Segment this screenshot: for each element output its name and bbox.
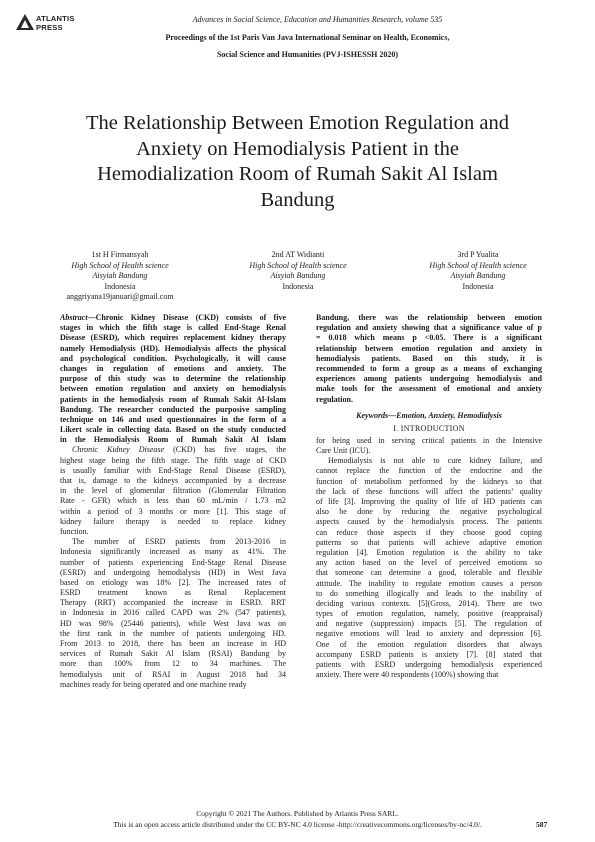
text-line: Disease (ESRD), which requires replacement kidney therapy xyxy=(60,333,286,343)
text-line: stages in which the fifth stage is called End-Stage Renal xyxy=(60,323,286,333)
text-line: and negative (suppression) impacts [5]. The regulation of xyxy=(316,619,542,629)
text-line: number of patients experiencing End-Stage Renal Disease xyxy=(60,557,286,567)
text-line: patterns so that patients will achieve adaptive emotion xyxy=(316,537,542,547)
text-line: aspects caused by the hemodialysis process. The patients xyxy=(316,517,542,527)
text-line: Bandung. The researcher conducted the purposive sampling xyxy=(60,404,286,414)
text-line: (ESRD) and undergoing hemodialysis (HD) in West Java xyxy=(60,567,286,577)
text-line: relationship between emotion regulation and anxiety in xyxy=(316,343,542,353)
author-institution: Aisyiah Bandung xyxy=(450,271,506,281)
body-text xyxy=(60,445,286,690)
author-institution: Aisyiah Bandung xyxy=(92,271,148,281)
text-line: From 2013 to 2018, there has been an increase in HD xyxy=(60,639,286,648)
text-line: regulation and anxiety showing that a significance value of p xyxy=(316,323,542,333)
logo-text: ATLANTIS PRESS xyxy=(36,14,75,32)
text-line: that someone can determine a good, tolerable and flexible xyxy=(316,568,542,578)
text-line: hemodialysis patients. Based on this study, it is xyxy=(316,353,542,363)
title-line: Hemodialization Room of Rumah Sakit Al Islam xyxy=(97,163,498,185)
body-text xyxy=(316,436,542,681)
journal-header: Advances in Social Science, Education and Humanities Research, volume 535 xyxy=(192,15,443,24)
text-line: recommended to form a group as a means of exchanging xyxy=(316,363,542,373)
text-line: Likert scale in collecting data. Based on the study conducted xyxy=(60,425,286,435)
text-line: ESRD treatment known as Renal Replacement xyxy=(60,588,286,598)
text-line: cannot replace the function of the endocrine and the xyxy=(316,466,542,476)
footer-license[interactable]: This is an open access article distributed under the CC BY-NC 4.0 license -http://creativecommons.org/licenses/by-nc/4.0/. xyxy=(113,820,482,829)
text-line: machines ready for being operated and one machine ready xyxy=(60,679,247,689)
text-line: kidney failure therapy is needed to replace kidney xyxy=(60,516,286,526)
text-line: Hemodialysis is not able to cure kidney failure, and xyxy=(328,456,542,466)
text-line: Indonesia significantly increased as many as 41%. The xyxy=(60,547,286,557)
text-line: types of emotion regulation, namely, positive (reappraisal) xyxy=(316,609,542,619)
text-line: of life [3]. Improving the quality of life of HD patients can xyxy=(316,497,542,506)
title-line: The Relationship Between Emotion Regulation and xyxy=(85,112,509,134)
text-line: for being used in serving critical patients in the Intensive xyxy=(316,435,542,445)
text-line: is usually familiar with End-Stage Renal Disease (ESRD), xyxy=(60,465,286,475)
text-line: can reduce those aspects if they choose good coping xyxy=(316,527,542,537)
text-line: The number of ESRD patients from 2013-2016 in xyxy=(72,537,286,547)
text-line: between emotion regulation and anxiety on hemodialysis xyxy=(60,384,286,394)
left-column xyxy=(60,313,286,690)
author-block xyxy=(218,250,378,292)
text-line: = 0.018 which means p <0.05. There is a significant xyxy=(316,333,542,343)
text-line: within a period of 3 months or more [1]. This stage of xyxy=(60,506,286,516)
text-line: accompany ESRD patients is anxiety [7]. [8] stated that xyxy=(316,649,542,659)
proceedings-title-line2: Social Science and Humanities (PVJ-ISHESSH 2020) xyxy=(216,50,399,59)
text-line: regulation [4]. Emotion regulation is the ability to take xyxy=(316,547,542,557)
text-line: deciding various contexts. [5](Gross, 2014). There are two xyxy=(316,598,542,608)
text-line: patients with ESRD undergoing hemodialysis experienced xyxy=(316,660,542,669)
text-line: attitude. The inability to regulate emotion causes a person xyxy=(316,578,542,588)
text-line: purpose of this study was to determine the relationship xyxy=(60,374,286,384)
text-line: function. xyxy=(60,526,89,536)
text-line: technique on 146 and used questionnaires in the form of a xyxy=(60,414,286,424)
author-country: Indonesia xyxy=(282,281,314,291)
author-email[interactable]: anggriyana19januari@gmail.com xyxy=(66,292,174,302)
text-line: Chronic Kidney Disease (CKD) has five stages, the xyxy=(72,445,286,455)
text-line: hemodialysis unit of RSAI in August 2018 had 34 xyxy=(60,669,286,679)
text-line: the first rank in the number of patients undergoing HD. xyxy=(60,628,286,638)
text-line: and psychological condition. Psychologically, it will cause xyxy=(60,353,286,363)
title-line: Anxiety on Hemodialysis Patient in the xyxy=(136,137,459,160)
author-block xyxy=(398,250,558,292)
title-line: Bandung xyxy=(260,188,335,211)
author-affiliation: High School of Health science xyxy=(71,260,169,270)
text-line: negative emotions will lead to anxiety and depression [6]. xyxy=(316,629,542,639)
text-line: function of metabolism performed by the kidneys so that xyxy=(316,476,542,486)
author-country: Indonesia xyxy=(462,281,494,291)
abstract xyxy=(60,313,286,445)
text-line: that is, damage to the kidneys accompanied by a decrease xyxy=(60,476,286,485)
text-line: the lack of these functions will affect the patients’ quality xyxy=(316,486,542,496)
text-line: experiences among patients undergoing hemodialysis and xyxy=(316,374,542,384)
page-number: 587 xyxy=(536,820,548,829)
text-line: changes in regulation of emotions and anxiety. The xyxy=(60,363,286,373)
text-line: to do something illogically and leads to the inability of xyxy=(316,588,542,598)
right-column xyxy=(316,313,542,680)
text-line: anxiety. There were 40 respondents (100%) showing that xyxy=(316,670,499,680)
abstract-continued xyxy=(316,313,542,405)
section-heading: I. INTRODUCTION xyxy=(393,423,465,433)
text-line: namely Hemodialysis (HD). Hemodialysis affects the physical xyxy=(60,343,286,353)
text-line: make tools for the assessment of emotional and anxiety xyxy=(316,384,542,394)
proceedings-title-line1: Proceedings of the 1st Paris Van Java International Seminar on Health, Economics, xyxy=(165,33,450,42)
text-line: any action based on the level of perceived emotions so xyxy=(316,558,542,568)
text-line: based on etiology was 18% [2]. The increased rates of xyxy=(60,577,286,587)
text-line: HD was 98% (25446 patients), while West Java was on xyxy=(60,618,286,628)
text-line: Care Unit (ICU). xyxy=(316,446,371,456)
footer-copyright: Copyright © 2021 The Authors. Published by Atlantis Press SARL. xyxy=(196,809,399,818)
text-line: regulation. xyxy=(316,394,353,404)
text-line: Abstract—Chronic Kidney Disease (CKD) consists of five xyxy=(60,313,286,322)
text-line: Bandung, there was the relationship between emotion xyxy=(316,313,542,322)
author-affiliation: High School of Health science xyxy=(429,260,527,270)
paper-title xyxy=(40,111,555,213)
text-line: in the Hemodialysis Room of Rumah Sakit Al Islam xyxy=(60,435,286,445)
author-affiliation: High School of Health science xyxy=(249,260,347,270)
text-line: Therapy (RRT) accompanied the increase in ESRD. RRT xyxy=(60,598,286,608)
text-line: also be done by reducing the negative psychological xyxy=(316,507,542,517)
text-line: services of Rumah Sakit Al Islam (RSAI) Bandung by xyxy=(60,649,286,659)
author-country: Indonesia xyxy=(104,281,136,291)
author-name: 2nd AT Widianti xyxy=(271,250,325,259)
text-line: in the level of glomerular filtration (Glomerular Filtration xyxy=(60,486,286,496)
author-block xyxy=(40,250,200,303)
text-line: One of the emotion regulation disorders that always xyxy=(316,639,542,649)
author-institution: Aisyiah Bandung xyxy=(270,271,326,281)
text-line: in Indonesia in 2016 called CAPD was 2% (547 patients), xyxy=(60,608,286,618)
text-line: patients in the hemodialysis room of Rumah Sakit Al-Islam xyxy=(60,394,286,404)
keywords: Keywords—Emotion, Anxiety, Hemodialysis xyxy=(356,410,502,420)
author-name: 1st H Firmansyah xyxy=(91,250,149,259)
text-line: highest stage being the fifth stage. The fifth stage of CKD xyxy=(60,455,286,465)
text-line: more than 100% from 12 to 34 machines. The xyxy=(60,659,286,669)
author-name: 3rd P Yualita xyxy=(457,250,499,259)
text-line: Rate - GFR) which is less than 60 mL/min / 1.73 m2 xyxy=(60,496,286,506)
